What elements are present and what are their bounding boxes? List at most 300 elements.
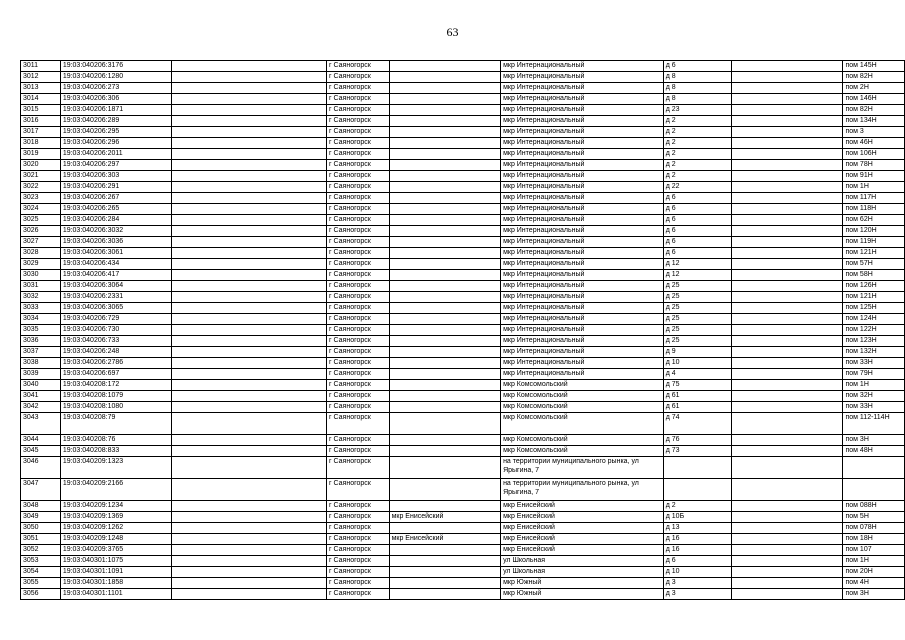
- row-number-cell: 3032: [21, 292, 61, 303]
- street-cell: мкр Интернациональный: [501, 369, 664, 380]
- table-row: [21, 226, 905, 237]
- cadastral-number-cell: 19:03:040206:3036: [60, 237, 171, 248]
- room-cell: пом 121Н: [843, 248, 905, 259]
- cadastral-number-cell: 19:03:040206:3032: [60, 226, 171, 237]
- blank-cell: [172, 94, 327, 105]
- cadastral-number-cell: 19:03:040206:697: [60, 369, 171, 380]
- house-cell: д 12: [663, 259, 731, 270]
- table-row: [21, 534, 905, 545]
- cadastral-number-cell: 19:03:040206:284: [60, 215, 171, 226]
- street-cell: мкр Енисейский: [501, 545, 664, 556]
- room-cell: пом 146Н: [843, 94, 905, 105]
- city-cell: г Саяногорск: [327, 226, 390, 237]
- row-number-cell: 3053: [21, 556, 61, 567]
- table-row: [21, 556, 905, 567]
- blank-cell: [172, 182, 327, 193]
- table-row: [21, 270, 905, 281]
- district-cell: [389, 127, 500, 138]
- house-cell: д 25: [663, 292, 731, 303]
- cadastral-number-cell: 19:03:040208:172: [60, 380, 171, 391]
- room-cell: пом 91Н: [843, 171, 905, 182]
- district-cell: [389, 204, 500, 215]
- table-row: [21, 127, 905, 138]
- house-cell: д 25: [663, 325, 731, 336]
- street-cell: мкр Интернациональный: [501, 248, 664, 259]
- room-cell: пом 078Н: [843, 523, 905, 534]
- district-cell: [389, 347, 500, 358]
- row-number-cell: 3043: [21, 413, 61, 435]
- house-cell: д 13: [663, 523, 731, 534]
- city-cell: г Саяногорск: [327, 83, 390, 94]
- city-cell: г Саяногорск: [327, 479, 390, 501]
- cadastral-number-cell: 19:03:040301:1091: [60, 567, 171, 578]
- row-number-cell: 3044: [21, 435, 61, 446]
- street-cell: мкр Интернациональный: [501, 193, 664, 204]
- city-cell: г Саяногорск: [327, 391, 390, 402]
- cadastral-number-cell: 19:03:040206:297: [60, 160, 171, 171]
- blank-cell: [732, 479, 843, 501]
- row-number-cell: 3039: [21, 369, 61, 380]
- cadastral-number-cell: 19:03:040208:833: [60, 446, 171, 457]
- page-number: 63: [446, 25, 459, 39]
- district-cell: [389, 501, 500, 512]
- street-cell: мкр Комсомольский: [501, 391, 664, 402]
- house-cell: д 23: [663, 105, 731, 116]
- street-cell: мкр Интернациональный: [501, 336, 664, 347]
- blank-cell: [732, 589, 843, 600]
- street-cell: на территории муниципального рынка, ул Ярыгина, 7: [501, 479, 664, 501]
- city-cell: г Саяногорск: [327, 435, 390, 446]
- district-cell: [389, 237, 500, 248]
- blank-cell: [732, 138, 843, 149]
- room-cell: пом 1Н: [843, 556, 905, 567]
- city-cell: г Саяногорск: [327, 72, 390, 83]
- street-cell: мкр Енисейский: [501, 512, 664, 523]
- district-cell: [389, 281, 500, 292]
- row-number-cell: 3018: [21, 138, 61, 149]
- room-cell: пом 117Н: [843, 193, 905, 204]
- street-cell: мкр Интернациональный: [501, 292, 664, 303]
- blank-cell: [172, 171, 327, 182]
- table-row: [21, 248, 905, 259]
- house-cell: д 3: [663, 578, 731, 589]
- room-cell: пом 124Н: [843, 314, 905, 325]
- blank-cell: [732, 325, 843, 336]
- cadastral-number-cell: 19:03:040208:1079: [60, 391, 171, 402]
- room-cell: пом 088Н: [843, 501, 905, 512]
- blank-cell: [172, 325, 327, 336]
- city-cell: г Саяногорск: [327, 589, 390, 600]
- room-cell: пом 5Н: [843, 512, 905, 523]
- table-row: [21, 567, 905, 578]
- table-row: [21, 369, 905, 380]
- blank-cell: [172, 512, 327, 523]
- city-cell: г Саяногорск: [327, 457, 390, 479]
- cadastral-number-cell: 19:03:040206:417: [60, 270, 171, 281]
- table-row: [21, 171, 905, 182]
- room-cell: пом 123Н: [843, 336, 905, 347]
- blank-cell: [732, 523, 843, 534]
- row-number-cell: 3022: [21, 182, 61, 193]
- city-cell: г Саяногорск: [327, 369, 390, 380]
- blank-cell: [732, 545, 843, 556]
- blank-cell: [732, 193, 843, 204]
- room-cell: пом 134Н: [843, 116, 905, 127]
- city-cell: г Саяногорск: [327, 281, 390, 292]
- row-number-cell: 3017: [21, 127, 61, 138]
- cadastral-number-cell: 19:03:040206:2786: [60, 358, 171, 369]
- row-number-cell: 3016: [21, 116, 61, 127]
- district-cell: [389, 523, 500, 534]
- house-cell: д 6: [663, 193, 731, 204]
- house-cell: д 2: [663, 160, 731, 171]
- district-cell: [389, 479, 500, 501]
- district-cell: [389, 303, 500, 314]
- street-cell: мкр Интернациональный: [501, 270, 664, 281]
- registry-table: [20, 60, 905, 600]
- table-row: [21, 545, 905, 556]
- house-cell: д 4: [663, 369, 731, 380]
- blank-cell: [172, 204, 327, 215]
- room-cell: пом 125Н: [843, 303, 905, 314]
- row-number-cell: 3051: [21, 534, 61, 545]
- blank-cell: [732, 226, 843, 237]
- cadastral-number-cell: 19:03:040206:303: [60, 171, 171, 182]
- blank-cell: [172, 138, 327, 149]
- street-cell: мкр Интернациональный: [501, 182, 664, 193]
- room-cell: пом 4Н: [843, 578, 905, 589]
- district-cell: [389, 215, 500, 226]
- cadastral-number-cell: 19:03:040209:3765: [60, 545, 171, 556]
- row-number-cell: 3012: [21, 72, 61, 83]
- cadastral-number-cell: 19:03:040209:1262: [60, 523, 171, 534]
- street-cell: мкр Комсомольский: [501, 402, 664, 413]
- city-cell: г Саяногорск: [327, 193, 390, 204]
- table-row: [21, 512, 905, 523]
- city-cell: г Саяногорск: [327, 171, 390, 182]
- blank-cell: [172, 347, 327, 358]
- house-cell: д 2: [663, 127, 731, 138]
- district-cell: [389, 435, 500, 446]
- street-cell: мкр Интернациональный: [501, 226, 664, 237]
- room-cell: [843, 479, 905, 501]
- district-cell: [389, 369, 500, 380]
- blank-cell: [732, 314, 843, 325]
- row-number-cell: 3038: [21, 358, 61, 369]
- blank-cell: [732, 457, 843, 479]
- row-number-cell: 3049: [21, 512, 61, 523]
- cadastral-number-cell: 19:03:040206:291: [60, 182, 171, 193]
- row-number-cell: 3029: [21, 259, 61, 270]
- room-cell: [843, 457, 905, 479]
- street-cell: мкр Интернациональный: [501, 171, 664, 182]
- registry-body: [21, 61, 905, 600]
- row-number-cell: 3054: [21, 567, 61, 578]
- blank-cell: [732, 171, 843, 182]
- blank-cell: [732, 402, 843, 413]
- row-number-cell: 3036: [21, 336, 61, 347]
- city-cell: г Саяногорск: [327, 512, 390, 523]
- row-number-cell: 3037: [21, 347, 61, 358]
- blank-cell: [172, 369, 327, 380]
- district-cell: [389, 325, 500, 336]
- district-cell: [389, 358, 500, 369]
- street-cell: мкр Интернациональный: [501, 105, 664, 116]
- table-row: [21, 446, 905, 457]
- row-number-cell: 3027: [21, 237, 61, 248]
- city-cell: г Саяногорск: [327, 501, 390, 512]
- room-cell: пом 3Н: [843, 589, 905, 600]
- street-cell: мкр Интернациональный: [501, 325, 664, 336]
- blank-cell: [172, 534, 327, 545]
- blank-cell: [172, 358, 327, 369]
- district-cell: [389, 578, 500, 589]
- room-cell: пом 32Н: [843, 391, 905, 402]
- city-cell: г Саяногорск: [327, 413, 390, 435]
- cadastral-number-cell: 19:03:040206:3065: [60, 303, 171, 314]
- blank-cell: [172, 248, 327, 259]
- table-row: [21, 94, 905, 105]
- cadastral-number-cell: 19:03:040209:1248: [60, 534, 171, 545]
- row-number-cell: 3035: [21, 325, 61, 336]
- district-cell: [389, 589, 500, 600]
- house-cell: д 16: [663, 534, 731, 545]
- street-cell: мкр Интернациональный: [501, 347, 664, 358]
- blank-cell: [172, 72, 327, 83]
- row-number-cell: 3046: [21, 457, 61, 479]
- district-cell: [389, 160, 500, 171]
- blank-cell: [732, 281, 843, 292]
- table-row: [21, 413, 905, 435]
- blank-cell: [172, 193, 327, 204]
- district-cell: [389, 94, 500, 105]
- house-cell: д 8: [663, 83, 731, 94]
- row-number-cell: 3033: [21, 303, 61, 314]
- row-number-cell: 3055: [21, 578, 61, 589]
- street-cell: мкр Южный: [501, 589, 664, 600]
- room-cell: пом 48Н: [843, 446, 905, 457]
- house-cell: [663, 479, 731, 501]
- city-cell: г Саяногорск: [327, 336, 390, 347]
- district-cell: [389, 226, 500, 237]
- cadastral-number-cell: 19:03:040301:1858: [60, 578, 171, 589]
- blank-cell: [732, 83, 843, 94]
- city-cell: г Саяногорск: [327, 325, 390, 336]
- cadastral-number-cell: 19:03:040206:296: [60, 138, 171, 149]
- house-cell: д 61: [663, 391, 731, 402]
- house-cell: д 25: [663, 336, 731, 347]
- street-cell: мкр Комсомольский: [501, 413, 664, 435]
- city-cell: г Саяногорск: [327, 578, 390, 589]
- house-cell: д 2: [663, 501, 731, 512]
- blank-cell: [172, 391, 327, 402]
- city-cell: г Саяногорск: [327, 182, 390, 193]
- city-cell: г Саяногорск: [327, 402, 390, 413]
- street-cell: мкр Енисейский: [501, 501, 664, 512]
- room-cell: пом 58Н: [843, 270, 905, 281]
- table-row: [21, 204, 905, 215]
- table-row: [21, 479, 905, 501]
- house-cell: д 8: [663, 72, 731, 83]
- cadastral-number-cell: 19:03:040206:3061: [60, 248, 171, 259]
- city-cell: г Саяногорск: [327, 248, 390, 259]
- street-cell: мкр Интернациональный: [501, 358, 664, 369]
- room-cell: пом 126Н: [843, 281, 905, 292]
- room-cell: пом 121Н: [843, 292, 905, 303]
- house-cell: д 10: [663, 358, 731, 369]
- row-number-cell: 3014: [21, 94, 61, 105]
- row-number-cell: 3042: [21, 402, 61, 413]
- table-row: [21, 259, 905, 270]
- room-cell: пом 18Н: [843, 534, 905, 545]
- table-row: [21, 501, 905, 512]
- room-cell: пом 112-114Н: [843, 413, 905, 435]
- room-cell: пом 78Н: [843, 160, 905, 171]
- city-cell: г Саяногорск: [327, 138, 390, 149]
- blank-cell: [172, 270, 327, 281]
- street-cell: мкр Интернациональный: [501, 127, 664, 138]
- blank-cell: [172, 435, 327, 446]
- street-cell: мкр Енисейский: [501, 534, 664, 545]
- city-cell: г Саяногорск: [327, 545, 390, 556]
- row-number-cell: 3041: [21, 391, 61, 402]
- row-number-cell: 3040: [21, 380, 61, 391]
- row-number-cell: 3026: [21, 226, 61, 237]
- blank-cell: [732, 512, 843, 523]
- table-row: [21, 215, 905, 226]
- house-cell: д 74: [663, 413, 731, 435]
- blank-cell: [172, 589, 327, 600]
- table-row: [21, 314, 905, 325]
- city-cell: г Саяногорск: [327, 270, 390, 281]
- city-cell: г Саяногорск: [327, 215, 390, 226]
- city-cell: г Саяногорск: [327, 556, 390, 567]
- cadastral-number-cell: 19:03:040206:306: [60, 94, 171, 105]
- house-cell: д 25: [663, 281, 731, 292]
- district-cell: [389, 446, 500, 457]
- cadastral-number-cell: 19:03:040206:1280: [60, 72, 171, 83]
- street-cell: мкр Комсомольский: [501, 435, 664, 446]
- cadastral-number-cell: 19:03:040206:265: [60, 204, 171, 215]
- cadastral-number-cell: 19:03:040209:1369: [60, 512, 171, 523]
- cadastral-number-cell: 19:03:040208:79: [60, 413, 171, 435]
- table-row: [21, 138, 905, 149]
- street-cell: на территории муниципального рынка, ул Ярыгина, 7: [501, 457, 664, 479]
- cadastral-number-cell: 19:03:040206:3176: [60, 61, 171, 72]
- table-row: [21, 457, 905, 479]
- district-cell: [389, 336, 500, 347]
- street-cell: мкр Интернациональный: [501, 138, 664, 149]
- blank-cell: [732, 292, 843, 303]
- table-row: [21, 105, 905, 116]
- city-cell: г Саяногорск: [327, 567, 390, 578]
- district-cell: [389, 116, 500, 127]
- street-cell: мкр Интернациональный: [501, 94, 664, 105]
- room-cell: пом 3: [843, 127, 905, 138]
- cadastral-number-cell: 19:03:040206:434: [60, 259, 171, 270]
- row-number-cell: 3034: [21, 314, 61, 325]
- house-cell: д 25: [663, 314, 731, 325]
- blank-cell: [172, 457, 327, 479]
- table-row: [21, 281, 905, 292]
- room-cell: пом 33Н: [843, 358, 905, 369]
- blank-cell: [732, 248, 843, 259]
- street-cell: мкр Енисейский: [501, 523, 664, 534]
- table-row: [21, 391, 905, 402]
- table-row: [21, 193, 905, 204]
- table-row: [21, 160, 905, 171]
- street-cell: мкр Интернациональный: [501, 314, 664, 325]
- house-cell: д 22: [663, 182, 731, 193]
- row-number-cell: 3020: [21, 160, 61, 171]
- city-cell: г Саяногорск: [327, 61, 390, 72]
- city-cell: г Саяногорск: [327, 314, 390, 325]
- blank-cell: [172, 149, 327, 160]
- blank-cell: [732, 380, 843, 391]
- street-cell: мкр Интернациональный: [501, 160, 664, 171]
- street-cell: мкр Интернациональный: [501, 116, 664, 127]
- house-cell: д 2: [663, 138, 731, 149]
- blank-cell: [172, 83, 327, 94]
- district-cell: [389, 138, 500, 149]
- row-number-cell: 3031: [21, 281, 61, 292]
- row-number-cell: 3056: [21, 589, 61, 600]
- city-cell: г Саяногорск: [327, 358, 390, 369]
- cadastral-number-cell: 19:03:040208:1080: [60, 402, 171, 413]
- street-cell: ул Школьная: [501, 556, 664, 567]
- blank-cell: [172, 127, 327, 138]
- cadastral-number-cell: 19:03:040209:1323: [60, 457, 171, 479]
- city-cell: г Саяногорск: [327, 149, 390, 160]
- blank-cell: [732, 413, 843, 435]
- room-cell: пом 3Н: [843, 435, 905, 446]
- house-cell: д 8: [663, 94, 731, 105]
- cadastral-number-cell: 19:03:040206:248: [60, 347, 171, 358]
- room-cell: пом 120Н: [843, 226, 905, 237]
- cadastral-number-cell: 19:03:040209:2166: [60, 479, 171, 501]
- street-cell: мкр Южный: [501, 578, 664, 589]
- street-cell: ул Школьная: [501, 567, 664, 578]
- blank-cell: [732, 556, 843, 567]
- blank-cell: [732, 94, 843, 105]
- street-cell: мкр Комсомольский: [501, 380, 664, 391]
- district-cell: [389, 413, 500, 435]
- district-cell: [389, 314, 500, 325]
- blank-cell: [172, 292, 327, 303]
- house-cell: д 10Б: [663, 512, 731, 523]
- room-cell: пом 122Н: [843, 325, 905, 336]
- row-number-cell: 3019: [21, 149, 61, 160]
- room-cell: пом 20Н: [843, 567, 905, 578]
- district-cell: [389, 545, 500, 556]
- table-row: [21, 182, 905, 193]
- blank-cell: [732, 215, 843, 226]
- blank-cell: [732, 435, 843, 446]
- blank-cell: [172, 116, 327, 127]
- room-cell: пом 119Н: [843, 237, 905, 248]
- row-number-cell: 3015: [21, 105, 61, 116]
- district-cell: [389, 270, 500, 281]
- house-cell: д 9: [663, 347, 731, 358]
- blank-cell: [172, 380, 327, 391]
- blank-cell: [172, 226, 327, 237]
- house-cell: д 12: [663, 270, 731, 281]
- street-cell: мкр Интернациональный: [501, 83, 664, 94]
- row-number-cell: 3030: [21, 270, 61, 281]
- blank-cell: [172, 336, 327, 347]
- blank-cell: [732, 105, 843, 116]
- cadastral-number-cell: 19:03:040301:1101: [60, 589, 171, 600]
